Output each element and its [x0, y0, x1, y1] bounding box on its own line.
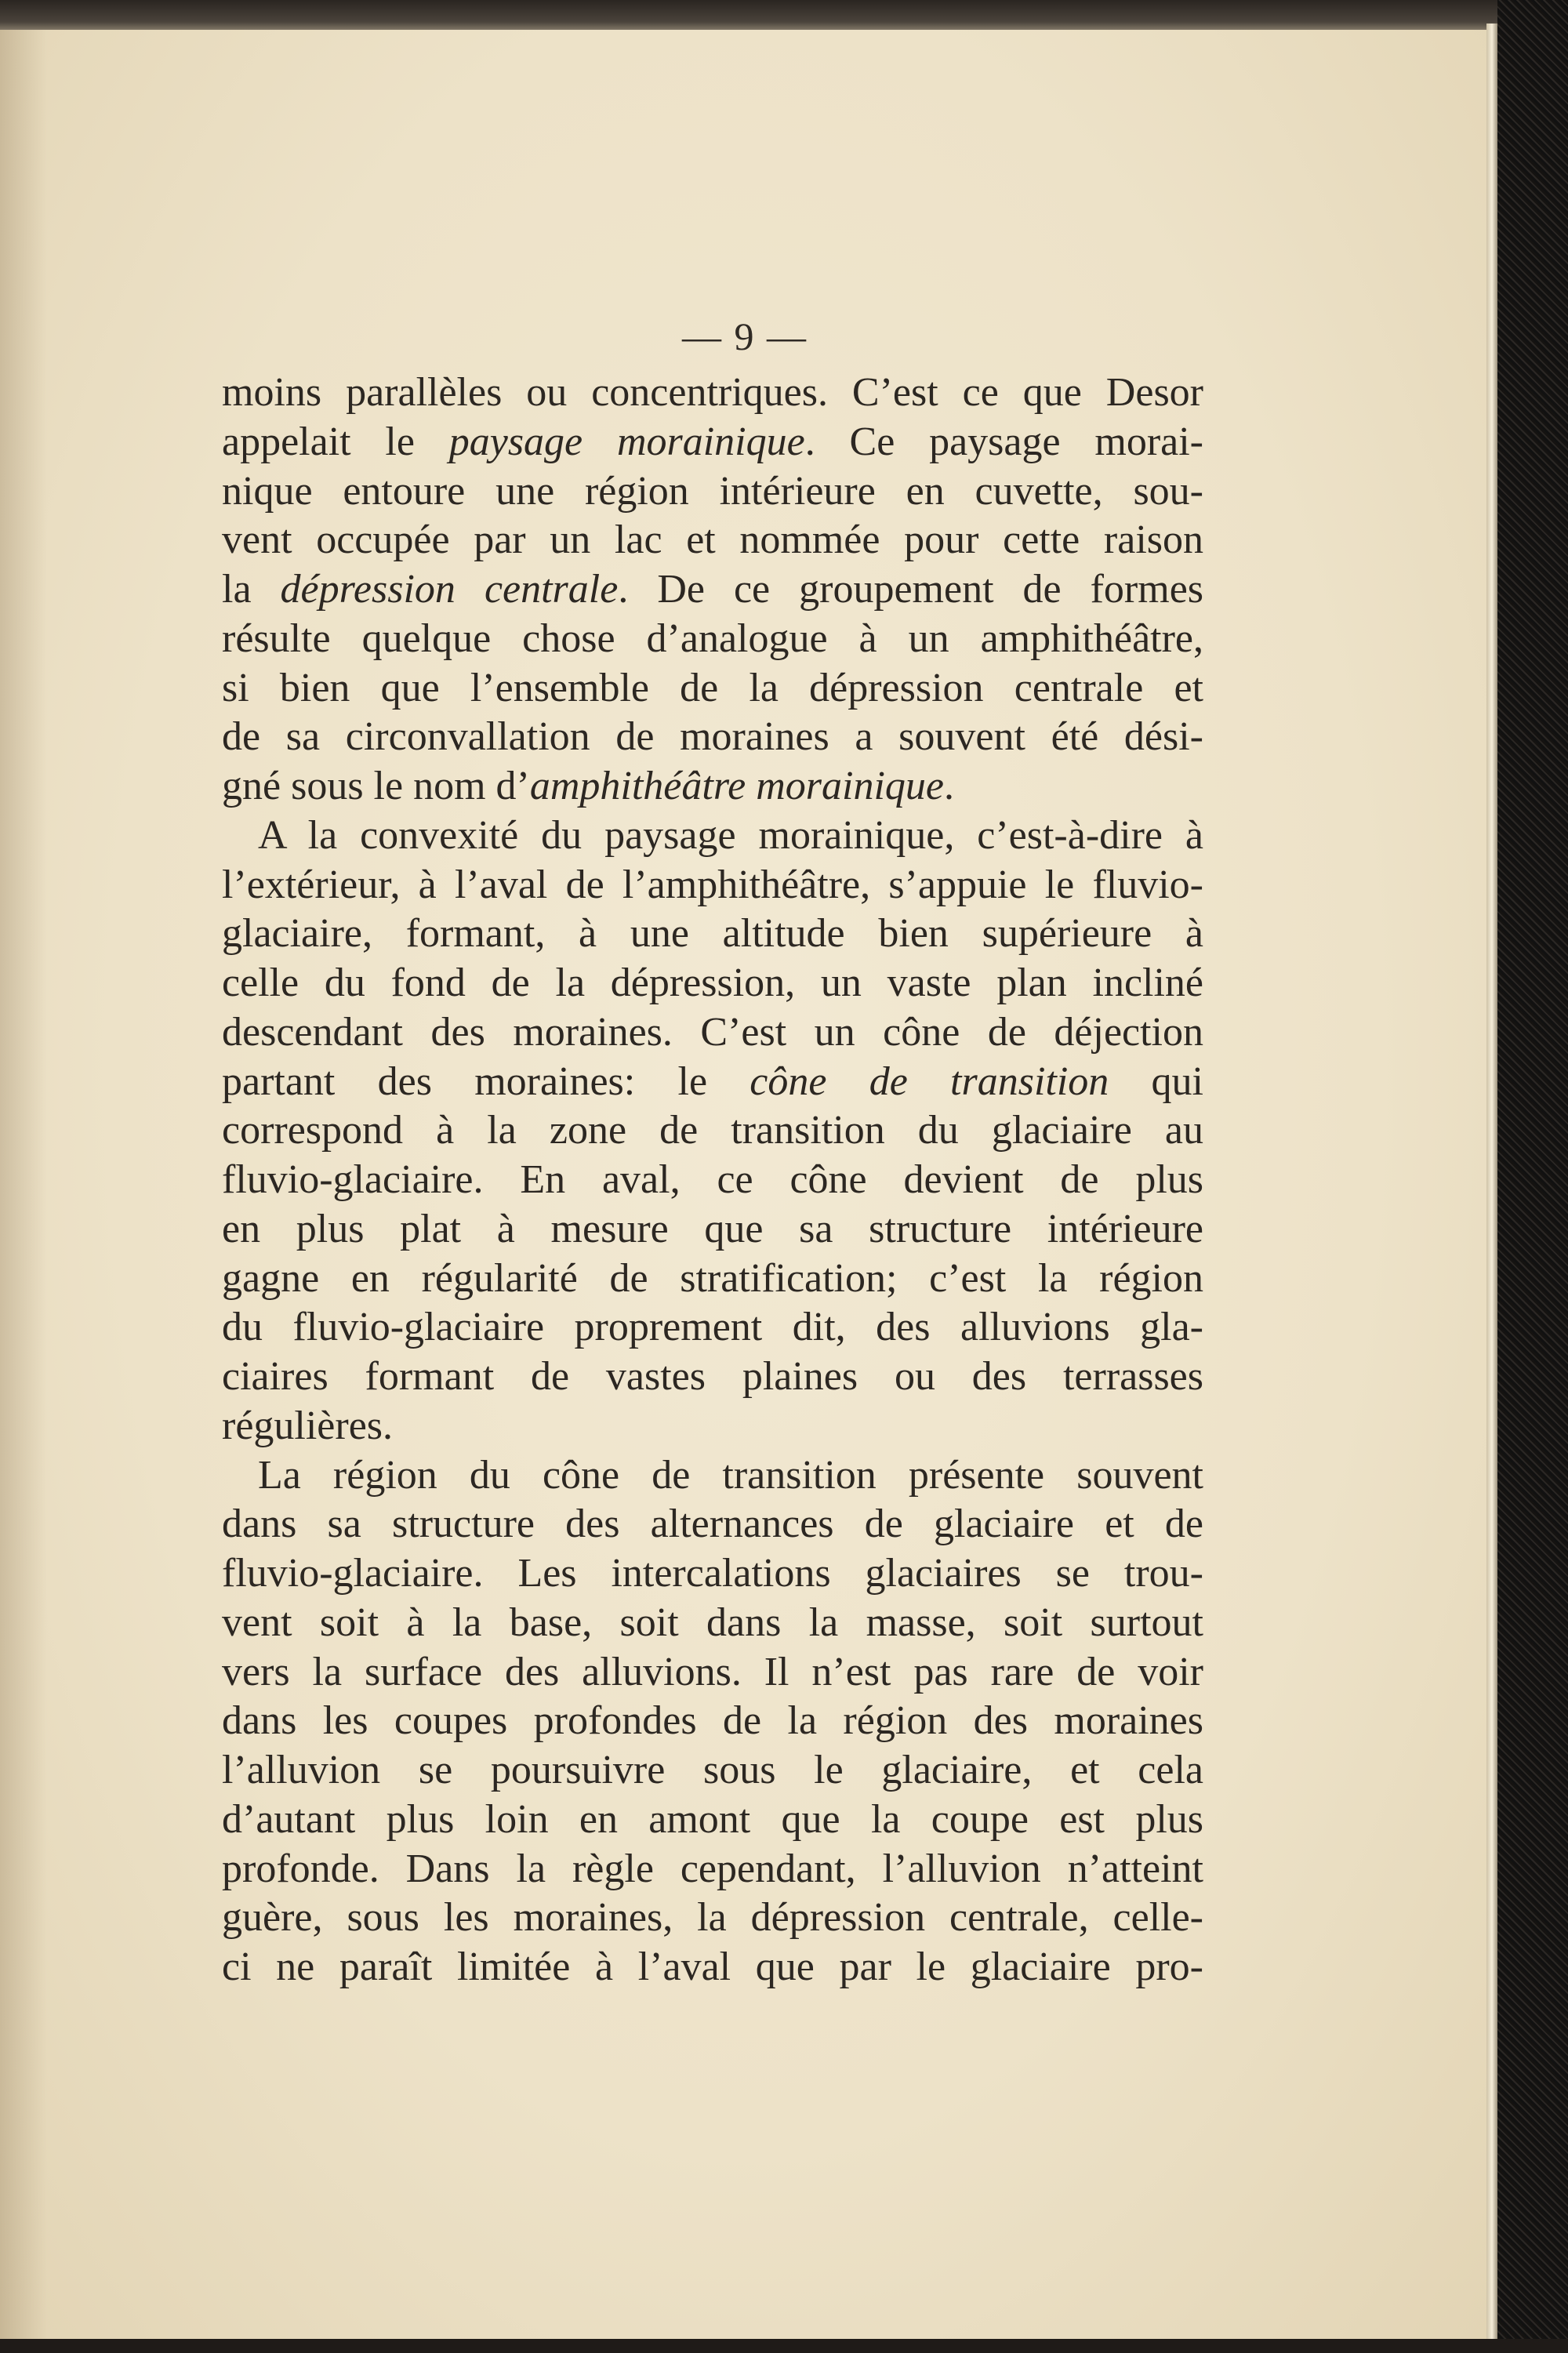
text-line — [222, 1648, 1203, 1698]
text-run: . Ce paysage morai- — [804, 419, 1203, 464]
text-run: ci ne paraît limitée à l’aval que par le glaciaire pro- — [222, 1944, 1203, 1989]
text-run: descendant des moraines. C’est un cône de déjection — [222, 1009, 1203, 1055]
text-run: La région du cône de transition présente souvent — [258, 1452, 1203, 1498]
text-line — [222, 762, 1203, 812]
text-line — [222, 516, 1203, 565]
text-line — [222, 1549, 1203, 1599]
page-number: — 9 — — [682, 314, 808, 358]
text-line — [222, 1746, 1203, 1796]
text-run: l’extérieur, à l’aval de l’amphithéâtre, s’appuie le fluvio- — [222, 862, 1203, 907]
text-line — [222, 1697, 1203, 1746]
text-line — [222, 1943, 1203, 1992]
text-run: vent occupée par un lac et nommée pour cette raison — [222, 517, 1203, 563]
text-line — [222, 1255, 1203, 1304]
text-line — [222, 812, 1203, 861]
book-binding — [1497, 0, 1568, 2353]
text-run: qui — [1109, 1058, 1203, 1104]
text-run: fluvio-glaciaire. Les intercalations glaciaires se trou- — [222, 1551, 1203, 1596]
text-line — [222, 467, 1203, 517]
text-line — [222, 1500, 1203, 1549]
text-run: . — [943, 764, 954, 808]
text-run: vent soit à la base, soit dans la masse, soit surtout — [222, 1600, 1203, 1645]
text-run: partant des moraines: le — [222, 1058, 750, 1104]
text-run: gné sous le nom d’ — [222, 764, 530, 808]
text-line — [222, 1156, 1203, 1205]
italic-term: amphithéâtre morainique — [529, 764, 944, 808]
text-line — [222, 369, 1203, 418]
text-run: dans sa structure des alternances de glaciaire et de — [222, 1501, 1203, 1547]
text-run: . De ce groupement de formes — [618, 567, 1204, 612]
text-run: ciaires formant de vastes plaines ou des terrasses — [222, 1354, 1203, 1399]
text-run: dans les coupes profondes de la région des moraines — [222, 1698, 1203, 1744]
italic-term: paysage morainique — [448, 419, 805, 464]
text-run: la — [222, 567, 281, 612]
text-line — [222, 418, 1203, 467]
text-line — [222, 959, 1203, 1008]
text-line — [222, 1894, 1203, 1943]
text-run: nique entoure une région intérieure en cuvette, sou- — [222, 468, 1203, 514]
text-line — [222, 910, 1203, 959]
italic-term: cône de transition — [750, 1058, 1109, 1104]
text-line — [222, 1402, 1203, 1451]
text-run: celle du fond de la dépression, un vaste plan incliné — [222, 960, 1203, 1005]
text-line — [222, 664, 1203, 714]
text-run: appelait le — [222, 419, 449, 464]
text-run: en plus plat à mesure que sa structure intérieure — [222, 1206, 1203, 1251]
text-line — [222, 861, 1203, 910]
text-run: l’alluvion se poursuivre sous le glaciaire, et cela — [222, 1748, 1203, 1792]
text-run: d’autant plus loin en amont que la coupe est plus — [222, 1796, 1203, 1842]
text-line — [222, 1303, 1203, 1353]
text-run: fluvio-glaciaire. En aval, ce cône devient de plus — [222, 1157, 1203, 1202]
text-run: si bien que l’ensemble de la dépression centrale et — [222, 665, 1203, 710]
text-run: correspond à la zone de transition du glaciaire au — [222, 1108, 1203, 1153]
text-run: glaciaire, formant, à une altitude bien supérieure à — [222, 911, 1203, 957]
text-line — [222, 1058, 1203, 1107]
text-run: guère, sous les moraines, la dépression centrale, celle- — [222, 1895, 1203, 1941]
text-run: moins parallèles ou concentriques. C’est ce que Desor — [222, 370, 1203, 415]
text-line — [222, 1451, 1203, 1501]
text-line — [222, 1353, 1203, 1402]
text-run: gagne en régularité de stratification; c’est la région — [222, 1255, 1203, 1301]
body-text — [222, 369, 1203, 1992]
text-run: A la convexité du paysage morainique, c’est-à-dire à — [258, 812, 1203, 858]
scan-top-edge — [0, 0, 1568, 31]
text-line — [222, 1008, 1203, 1058]
text-run: de sa circonvallation de moraines a souvent été dési- — [222, 714, 1203, 760]
text-line — [222, 1796, 1203, 1845]
text-line — [222, 565, 1203, 615]
text-line — [222, 1205, 1203, 1255]
text-run: du fluvio-glaciaire proprement dit, des alluvions gla- — [222, 1305, 1203, 1350]
italic-term: dépression centrale — [280, 567, 619, 612]
text-run: vers la surface des alluvions. Il n’est pas rare de voir — [222, 1649, 1203, 1694]
text-line — [222, 1845, 1203, 1894]
text-line — [222, 615, 1203, 664]
text-line — [222, 1599, 1203, 1648]
page-edge — [1486, 24, 1497, 2344]
scan-bottom-edge — [0, 2339, 1568, 2353]
text-line — [222, 1106, 1203, 1156]
text-run: profonde. Dans la règle cependant, l’alluvion n’atteint — [222, 1846, 1203, 1891]
text-line — [222, 713, 1203, 762]
text-run: résulte quelque chose d’analogue à un amphithéâtre, — [222, 615, 1203, 661]
text-run: régulières. — [222, 1403, 394, 1448]
